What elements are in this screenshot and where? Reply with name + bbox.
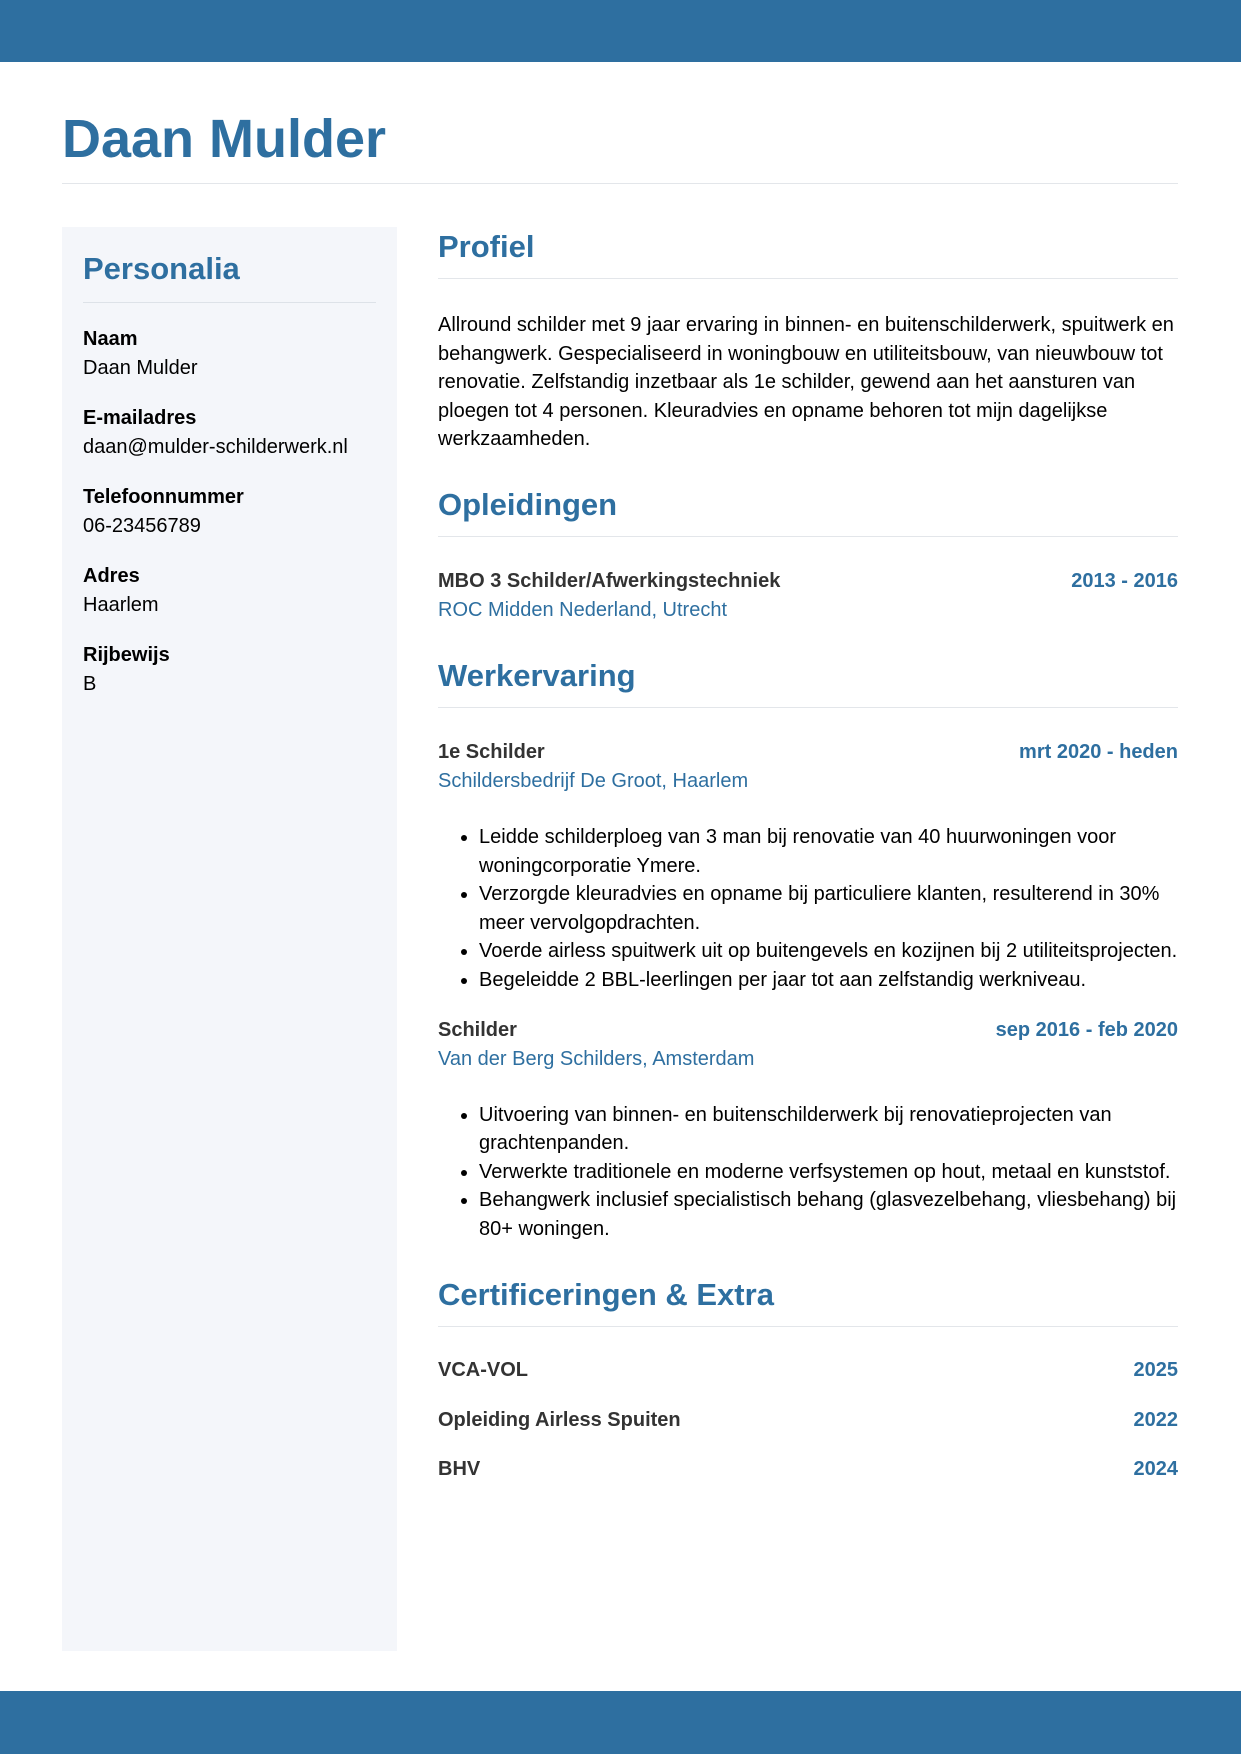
entry-header (438, 567, 1178, 596)
entry-company: Schildersbedrijf De Groot, Haarlem (438, 769, 749, 792)
certification-row (438, 1455, 1178, 1484)
certification-name: Opleiding Airless Spuiten (438, 1408, 681, 1431)
certification-year: 2024 (1133, 1457, 1178, 1480)
section-divider (438, 278, 1178, 279)
entry-header (438, 738, 1178, 767)
field-name (83, 325, 376, 383)
education-section (438, 482, 1178, 625)
header-band (0, 0, 1241, 62)
certification-row (438, 1356, 1178, 1385)
field-value: daan@mulder-schilderwerk.nl (83, 436, 348, 458)
section-title: Opleidingen (438, 486, 618, 522)
main-content (438, 224, 1178, 1484)
experience-entry (438, 1016, 1178, 1244)
certification-row (438, 1406, 1178, 1435)
entry-title: 1e Schilder (438, 740, 545, 763)
certification-name: VCA-VOL (438, 1358, 528, 1381)
field-label: Adres (83, 565, 140, 587)
field-value: Daan Mulder (83, 357, 198, 379)
entry-header (438, 1016, 1178, 1045)
bullet-item: • Verzorgde kleuradvies en opname bij particuliere klanten, resulterend in 30% meer vervolgopdrachten. (479, 880, 1178, 937)
entry-institution: ROC Midden Nederland, Utrecht (438, 598, 728, 621)
experience-section (438, 653, 1178, 1244)
entry-dates: 2013 - 2016 (1071, 569, 1178, 592)
field-license (83, 641, 376, 699)
field-phone (83, 483, 376, 541)
bullet-item: • Verwerkte traditionele en moderne verfsystemen op hout, metaal en kunststof. (479, 1158, 1178, 1187)
section-divider (438, 707, 1178, 708)
field-label: Telefoonnummer (83, 486, 244, 508)
profile-section (438, 224, 1178, 454)
name-divider (62, 183, 1178, 184)
field-value: 06-23456789 (83, 515, 201, 537)
field-address (83, 562, 376, 620)
footer-band (0, 1691, 1241, 1754)
field-value: B (83, 673, 97, 695)
bullet-item: • Voerde airless spuitwerk uit op buitengevels en kozijnen bij 2 utiliteitsprojecten. (479, 937, 1178, 966)
certification-name: BHV (438, 1457, 481, 1480)
bullet-item: • Behangwerk inclusief specialistisch behang (glasvezelbehang, vliesbehang) bij 80+ woningen. (479, 1186, 1178, 1243)
field-label: Naam (83, 328, 138, 350)
section-divider (438, 536, 1178, 537)
certifications-section (438, 1272, 1178, 1484)
bullet-list (438, 823, 1178, 995)
certification-year: 2022 (1133, 1408, 1178, 1431)
entry-dates: mrt 2020 - heden (1019, 740, 1178, 763)
bullet-item: • Begeleidde 2 BBL-leerlingen per jaar tot aan zelfstandig werkniveau. (479, 966, 1178, 995)
personal-details-sidebar (62, 227, 397, 1651)
section-divider (438, 1326, 1178, 1327)
field-value: Haarlem (83, 594, 159, 616)
certification-year: 2025 (1133, 1358, 1178, 1381)
bullet-list (438, 1101, 1178, 1244)
entry-title: MBO 3 Schilder/Afwerkingstechniek (438, 569, 781, 592)
field-email (83, 404, 376, 462)
field-label: Rijbewijs (83, 644, 170, 666)
section-title: Profiel (438, 229, 535, 264)
field-label: E-mailadres (83, 407, 197, 429)
entry-title: Schilder (438, 1018, 517, 1041)
sidebar-title: Personalia (83, 251, 240, 286)
experience-entry (438, 738, 1178, 995)
education-entry (438, 567, 1178, 625)
candidate-name: Daan Mulder (62, 109, 387, 169)
section-title: Certificeringen & Extra (438, 1276, 774, 1312)
entry-dates: sep 2016 - feb 2020 (995, 1018, 1178, 1041)
bullet-item: • Uitvoering van binnen- en buitenschilderwerk bij renovatieprojecten van grachtenpanden. (479, 1101, 1178, 1158)
entry-company: Van der Berg Schilders, Amsterdam (438, 1047, 755, 1070)
profile-text: Allround schilder met 9 jaar ervaring in binnen- en buitenschilderwerk, spuitwerk en behangwerk. Gespecialiseerd in woningbouw en utiliteitsbouw, van nieuwbouw tot renovatie. Zelfstandig inzetbaar als 1e schilder, gewend aan het aansturen van ploegen tot 4 personen. Kleuradvies en opname behoren tot mijn dagelijkse werkzaamheden. (438, 314, 1174, 451)
bullet-item: • Leidde schilderploeg van 3 man bij renovatie van 40 huurwoningen voor woningcorporatie Ymere. (479, 823, 1178, 880)
section-title: Werkervaring (438, 657, 636, 693)
sidebar-divider (83, 302, 376, 303)
